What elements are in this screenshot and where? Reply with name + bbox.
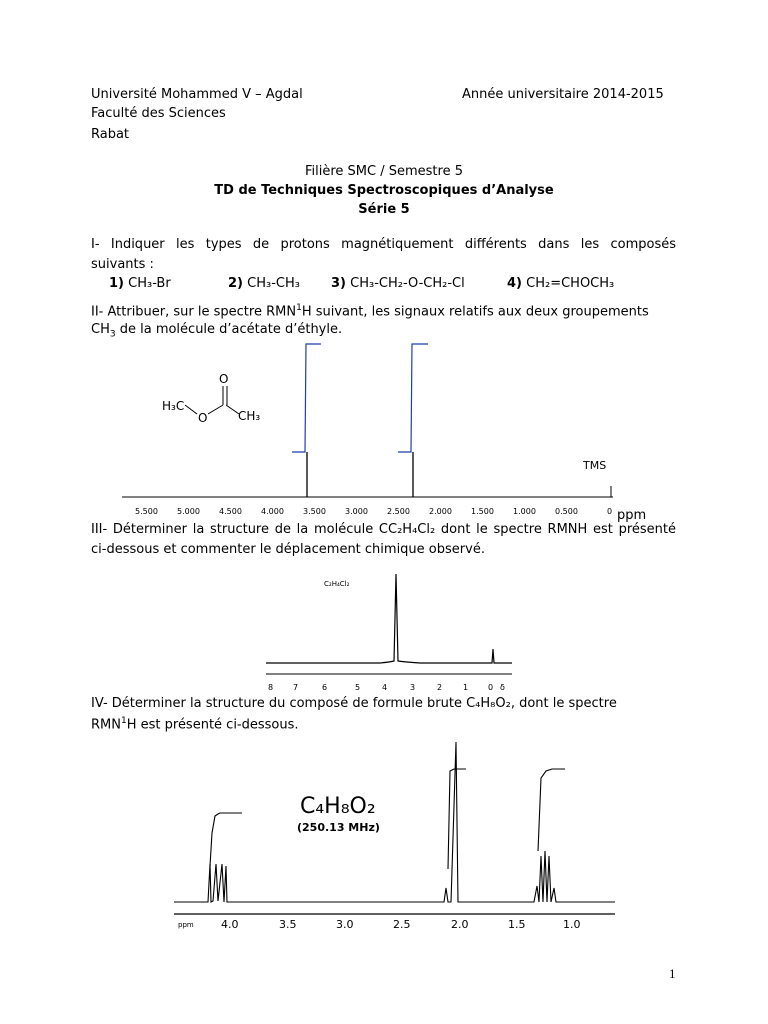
q2-sub: 3: [109, 329, 116, 340]
q1-item-1: [109, 276, 171, 291]
tick-label: 3.0: [336, 918, 354, 931]
tick-label: 5.500: [135, 507, 158, 516]
q4-line2-b: H est présenté ci-dessous.: [126, 717, 299, 733]
q2-line2-rest: de la molécule d’acétate d’éthyle.: [115, 322, 343, 337]
q3-line1-b: dont le spectre RMNH est présenté: [435, 522, 676, 537]
q4-line1: [91, 696, 617, 711]
q2-rest: H suivant, les signaux relatifs aux deux groupements: [301, 304, 649, 320]
tick-label: δ: [500, 683, 505, 692]
tick-label: 0: [607, 507, 613, 516]
q1-item-2-formula: CH₃-CH₃: [247, 276, 300, 291]
molecule-right: CH₃: [238, 409, 261, 423]
q1-item-3-num: 3): [331, 276, 346, 291]
molecule-carbonyl-oxygen: O: [219, 372, 229, 386]
spectrum3-integral-1: [210, 813, 242, 866]
q1-item-4-formula: CH₂=CHOCH₃: [526, 276, 615, 291]
tick-label: 3.5: [279, 918, 297, 931]
q1-item-4: [507, 276, 614, 291]
q1-item-3: [331, 276, 465, 291]
spectrum1-unit: ppm: [617, 508, 647, 523]
spectrum-ethyl-acetate: [110, 338, 655, 523]
q3-line2: ci-dessous et commenter le déplacement chimique observé.: [91, 542, 485, 557]
q1-item-1-num: 1): [109, 276, 124, 291]
q2-prefix: II- Attribuer, sur le spectre RMN: [91, 304, 297, 320]
tick-label: 8: [268, 683, 274, 692]
q1-item-2: [228, 276, 300, 291]
tick-label: 6: [322, 683, 328, 692]
spectrum3-integral-3: [538, 769, 565, 851]
molecule-ester-oxygen: O: [198, 411, 208, 425]
spectrum1-ticks: [135, 507, 612, 516]
tick-label: 5.000: [177, 507, 200, 516]
q4-line1-b: , dont le spectre: [510, 696, 617, 711]
spectrum3-frequency: (250.13 MHz): [297, 821, 380, 834]
q2-line2: [91, 322, 342, 340]
spectrum-c2h4cl2: [260, 565, 520, 695]
q1-item-3-formula: CH₃-CH₂-O-CH₂-Cl: [350, 276, 465, 291]
q2-sup: 1: [296, 303, 302, 313]
q1-item-4-num: 4): [507, 276, 522, 291]
q3-line1-a: III- Déterminer la structure de la molécule C: [91, 522, 388, 537]
tick-label: 7: [293, 683, 299, 692]
q1-line1: I- Indiquer les types de protons magnétiquement différents dans les composés: [91, 237, 676, 252]
tick-label: 4.0: [221, 918, 239, 931]
tick-label: 1.0: [563, 918, 581, 931]
tick-label: 4: [382, 683, 388, 692]
q2-line1: [91, 303, 649, 319]
tick-label: 2.000: [429, 507, 452, 516]
tick-label: 1.5: [508, 918, 526, 931]
spectrum2-trace: [266, 574, 512, 663]
tick-label: 1.500: [471, 507, 494, 516]
tick-label: 2.0: [451, 918, 469, 931]
spectrum3-trace: [174, 742, 615, 902]
tick-label: 1.000: [513, 507, 536, 516]
tick-label: 0.500: [555, 507, 578, 516]
spectrum2-label: C₂H₄Cl₂: [324, 580, 350, 588]
tick-label: 2: [437, 683, 443, 692]
spectrum2-ticks: [268, 683, 505, 692]
q4-line2-a: RMN: [91, 717, 121, 733]
q4-formula: C₄H₈O₂: [466, 696, 511, 711]
spectrum1-integral-1: [292, 344, 321, 452]
q1-line2: suivants :: [91, 257, 154, 272]
spectrum3-formula: C₄H₈O₂: [300, 794, 376, 819]
serie-title: Série 5: [358, 202, 410, 217]
spectrum3-unit: ppm: [178, 921, 194, 929]
city-name: Rabat: [91, 127, 130, 142]
bond: [185, 405, 197, 414]
tick-label: 4.500: [219, 507, 242, 516]
q1-item-1-formula: CH₃-Br: [128, 276, 171, 291]
q1-item-2-num: 2): [228, 276, 243, 291]
page-number: 1: [669, 966, 676, 981]
tick-label: 3: [410, 683, 416, 692]
tick-label: 4.000: [261, 507, 284, 516]
spectrum3-ticks: [221, 918, 581, 931]
td-title: TD de Techniques Spectroscopiques d’Analyse: [214, 183, 554, 198]
q4-line2: [91, 716, 299, 732]
faculty-name: Faculté des Sciences: [91, 106, 226, 121]
spectrum1-integral-2: [398, 344, 428, 452]
q3-formula: C₂H₄Cl₂: [388, 522, 436, 537]
bond: [208, 405, 223, 414]
tick-label: 5: [355, 683, 361, 692]
university-name: Université Mohammed V – Agdal: [91, 87, 303, 102]
q4-line1-a: IV- Déterminer la structure du composé de formule brute: [91, 696, 467, 711]
ethyl-acetate-structure: [162, 372, 260, 425]
q3-line1: [91, 522, 676, 537]
tick-label: 2.500: [387, 507, 410, 516]
filiere-title: Filière SMC / Semestre 5: [305, 164, 463, 179]
molecule-left: H₃C: [162, 399, 185, 413]
q4-sup: 1: [120, 716, 127, 726]
tick-label: 0: [488, 683, 494, 692]
tick-label: 2.5: [393, 918, 411, 931]
spectrum-c4h8o2: [170, 738, 640, 933]
spectrum1-tms-label: TMS: [583, 459, 607, 472]
academic-year: Année universitaire 2014-2015: [462, 87, 664, 102]
tick-label: 3.000: [345, 507, 368, 516]
tick-label: 1: [463, 683, 469, 692]
tick-label: 3.500: [303, 507, 326, 516]
q2-ch: CH: [91, 322, 110, 337]
